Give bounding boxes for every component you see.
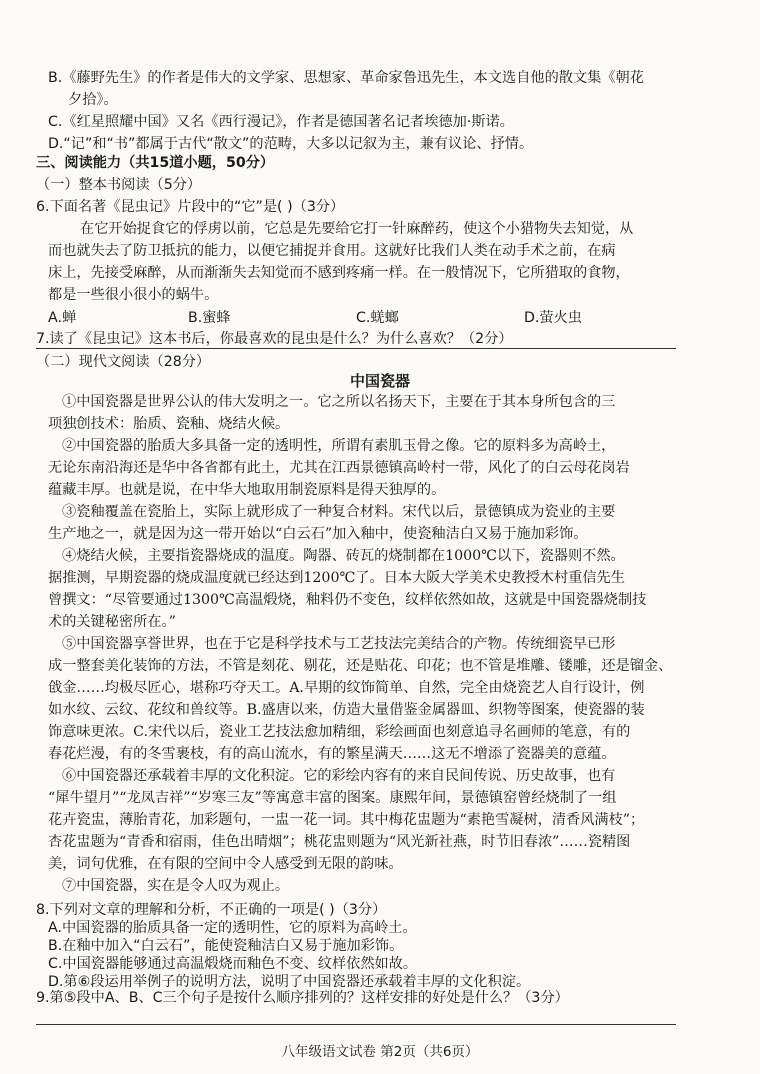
- article-title: 中国瓷器: [349, 372, 410, 390]
- article-line: 成一整套美化装饰的方法，不管是刻花、剔花，还是贴花、印花；也不管是堆雕、镂雕，还是镏金、: [48, 658, 673, 674]
- article-line: ②中国瓷器的胎质大多具备一定的透明性，所谓有素肌玉骨之像。它的原料多为高岭土，: [62, 438, 616, 454]
- q6-passage-line: 床上，先接受麻醉，从而渐渐失去知觉而不感到疼痛一样。在一般情况下，它所猎取的食物，: [48, 265, 630, 281]
- q6-passage-line: 都是一些很小很小的蜗牛。: [48, 287, 219, 303]
- article-line: 春花烂漫，有的冬雪裹枝，有的高山流水，有的繁星满天……这无不增添了瓷器美的意蕴。: [48, 746, 616, 762]
- q8-option-a: A.中国瓷器的胎质具备一定的透明性，它的原料为高岭土。: [48, 920, 417, 936]
- q6-option-c: C.蜣螂: [356, 310, 399, 326]
- option-b-line2: 夕拾》。: [68, 92, 118, 108]
- article-line: 如水纹、云纹、花纹和兽纹等。B.盛唐以来，仿造大量借鉴金属器皿、织物等图案，使瓷器的装: [48, 702, 645, 718]
- q8-option-b: B.在釉中加入“白云石”，能使瓷釉洁白又易于施加彩饰。: [48, 938, 404, 954]
- article-line: ⑤中国瓷器享誉世界，也在于它是科学技术与工艺技法完美结合的产物。传统细瓷早已形: [62, 636, 616, 652]
- answer-line: [36, 348, 676, 349]
- article-line: ③瓷釉覆盖在瓷胎上，实际上就形成了一种复合材料。宋代以后，景德镇成为瓷业的主要: [62, 504, 616, 520]
- article-line: 生产地之一，就是因为这一带开始以“白云石”加入釉中，使瓷釉洁白又易于施加彩饰。: [48, 526, 588, 542]
- article-line: 无论东南沿海还是华中各省都有此土，尤其在江西景德镇高岭村一带，风化了的白云母花岗岩: [48, 460, 630, 476]
- article-line: ⑦中国瓷器，实在是令人叹为观止。: [62, 878, 290, 894]
- article-line: 项独创技术：胎质、瓷釉、烧结火候。: [48, 416, 290, 432]
- option-d: D.“记”和“书”都属于古代“散文”的范畴，大多以记叙为主，兼有议论、抒情。: [48, 136, 534, 152]
- q8-option-d: D.第⑥段运用举例子的说明方法，说明了中国瓷器还承载着丰厚的文化积淀。: [48, 974, 531, 990]
- article-line: 美，词句优雅，在有限的空间中令人感受到无限的韵味。: [48, 856, 403, 872]
- question-8: 8.下列对文章的理解和分析，不正确的一项是( )（3分）: [36, 902, 387, 918]
- article-line: 杏花盅题为“青香和宿雨，佳色出晴烟”；桃花盅则题为“风光新社燕，时节旧春浓”……瓷精图: [48, 834, 631, 850]
- option-c: C.《红星照耀中国》又名《西行漫记》，作者是德国著名记者埃德加·斯诺。: [48, 114, 514, 130]
- q6-option-b: B.蜜蜂: [188, 310, 231, 326]
- question-6: 6.下面名著《昆虫记》片段中的“它”是( )（3分）: [36, 199, 345, 215]
- article-line: ④烧结火候，主要指瓷器烧成的温度。陶器、砖瓦的烧制都在1000℃以下，瓷器则不然。: [62, 548, 625, 564]
- answer-line: [36, 1024, 676, 1025]
- article-line: 花卉瓷盅，薄胎青花，加彩题句，一盅一花一词。其中梅花盅题为“素艳雪凝树，清香风满枝”；: [48, 812, 645, 828]
- article-line: 术的关键秘密所在。”: [48, 614, 176, 630]
- part1-heading: （一）整本书阅读（5分）: [36, 177, 202, 193]
- q6-passage-line: 在它开始捉食它的俘虏以前，它总是先要给它打一针麻醉药，使这个小猎物失去知觉，从: [80, 221, 634, 237]
- q6-passage-line: 而也就失去了防卫抵抗的能力，以便它捕捉并食用。这就好比我们人类在动手术之前，在病: [48, 243, 616, 259]
- part2-heading: （二）现代文阅读（28分）: [36, 354, 211, 370]
- question-7: 7.读了《昆虫记》这本书后，你最喜欢的昆虫是什么？为什么喜欢？（2分）: [36, 331, 513, 347]
- section-heading: 三、阅读能力（共15道小题，50分）: [36, 155, 275, 171]
- option-b-line1: B.《藤野先生》的作者是伟大的文学家、思想家、革命家鲁迅先生，本文选自他的散文集《朝花: [48, 70, 644, 86]
- article-line: 曾撰文：“尽管要通过1300℃高温煅烧，釉料仍不变色，纹样依然如故，这就是中国瓷器烧制技: [48, 592, 647, 608]
- q6-option-d: D.萤火虫: [524, 310, 582, 326]
- article-line: 蕴藏丰厚。也就是说，在中华大地取用制瓷原料是得天独厚的。: [48, 482, 446, 498]
- article-line: ⑥中国瓷器还承载着丰厚的文化积淀。它的彩绘内容有的来自民间传说、历史故事，也有: [62, 768, 616, 784]
- q6-option-a: A.蝉: [48, 310, 77, 326]
- page-footer: 八年级语文试卷 第2页（共6页）: [281, 1044, 479, 1060]
- article-line: 戗金……均极尽匠心，堪称巧夺天工。A.早期的纹饰简单、自然，完全由烧瓷艺人自行设计，例: [48, 680, 645, 696]
- article-line: 据推测，早期瓷器的烧成温度就已经达到1200℃了。日本大阪大学美术史教授木村重信先生: [48, 570, 625, 586]
- q8-option-c: C.中国瓷器能够通过高温煅烧而釉色不变、纹样依然如故。: [48, 956, 418, 972]
- question-9: 9.第⑤段中A、B、C三个句子是按什么顺序排列的？这样安排的好处是什么？（3分）: [36, 990, 569, 1006]
- article-line: “犀牛望月”“龙凤吉祥”“岁寒三友”等寓意丰富的图案。康熙年间，景德镇窑曾经烧制了一组: [48, 790, 617, 806]
- article-line: ①中国瓷器是世界公认的伟大发明之一。它之所以名扬天下，主要在于其本身所包含的三: [62, 394, 616, 410]
- article-line: 饰意味更浓。C.宋代以后，瓷业工艺技法愈加精细，彩绘画面也刻意追寻名画师的笔意，有的: [48, 724, 631, 740]
